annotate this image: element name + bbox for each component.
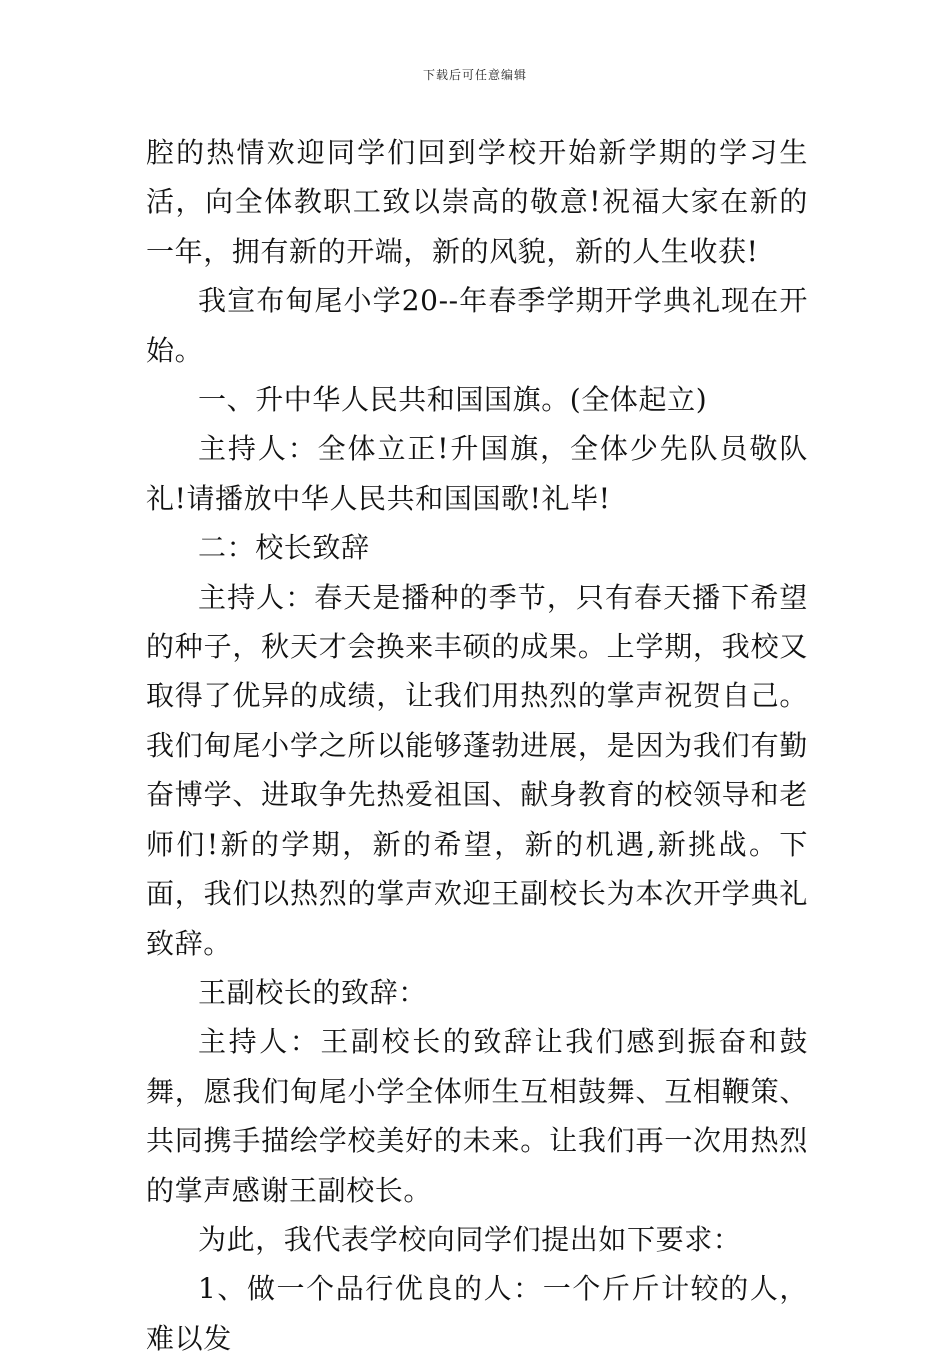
document-body	[146, 128, 808, 1363]
paragraph-flag-raising: 一、升中华人民共和国国旗。(全体起立)	[198, 383, 708, 417]
paragraph-continued-welcome: 腔的热情欢迎同学们回到学校开始新学期的学习生活，向全体教职工致以崇高的敬意!祝福大家在新的一年，拥有新的开端，新的风貌，新的人生收获!	[146, 136, 808, 268]
page-header-note: 下载后可任意编辑	[422, 68, 527, 82]
paragraph-principal-speech-heading: 二：校长致辞	[198, 531, 370, 565]
paragraph-vice-principal-speech: 王副校长的致辞：	[198, 975, 427, 1009]
paragraph-host-thanks: 主持人：王副校长的致辞让我们感到振奋和鼓舞，愿我们甸尾小学全体师生互相鼓舞、互相鞭策、共同携手描绘学校美好的未来。让我们再一次用热烈的掌声感谢王副校长。	[146, 1025, 808, 1207]
paragraph-opening-announcement: 我宣布甸尾小学20--年春季学期开学典礼现在开始。	[146, 284, 808, 367]
paragraph-host-flag-salute: 主持人：全体立正!升国旗，全体少先队员敬队礼!请播放中华人民共和国国歌!礼毕!	[146, 432, 808, 515]
paragraph-requirements-intro: 为此，我代表学校向同学们提出如下要求：	[198, 1222, 742, 1256]
paragraph-requirement-1: 1、做一个品行优良的人：一个斤斤计较的人，难以发	[146, 1272, 808, 1355]
paragraph-host-spring-intro: 主持人：春天是播种的季节，只有春天播下希望的种子，秋天才会换来丰硕的成果。上学期，我校又取得了优异的成绩，让我们用热烈的掌声祝贺自己。我们甸尾小学之所以能够蓬勃进展，是因为我们有勤奋博学、进取争先热爱祖国、献身教育的校领导和老师们!新的学期，新的希望，新的机遇,新挑战。下面，我们以热烈的掌声欢迎王副校长为本次开学典礼致辞。	[146, 580, 808, 960]
